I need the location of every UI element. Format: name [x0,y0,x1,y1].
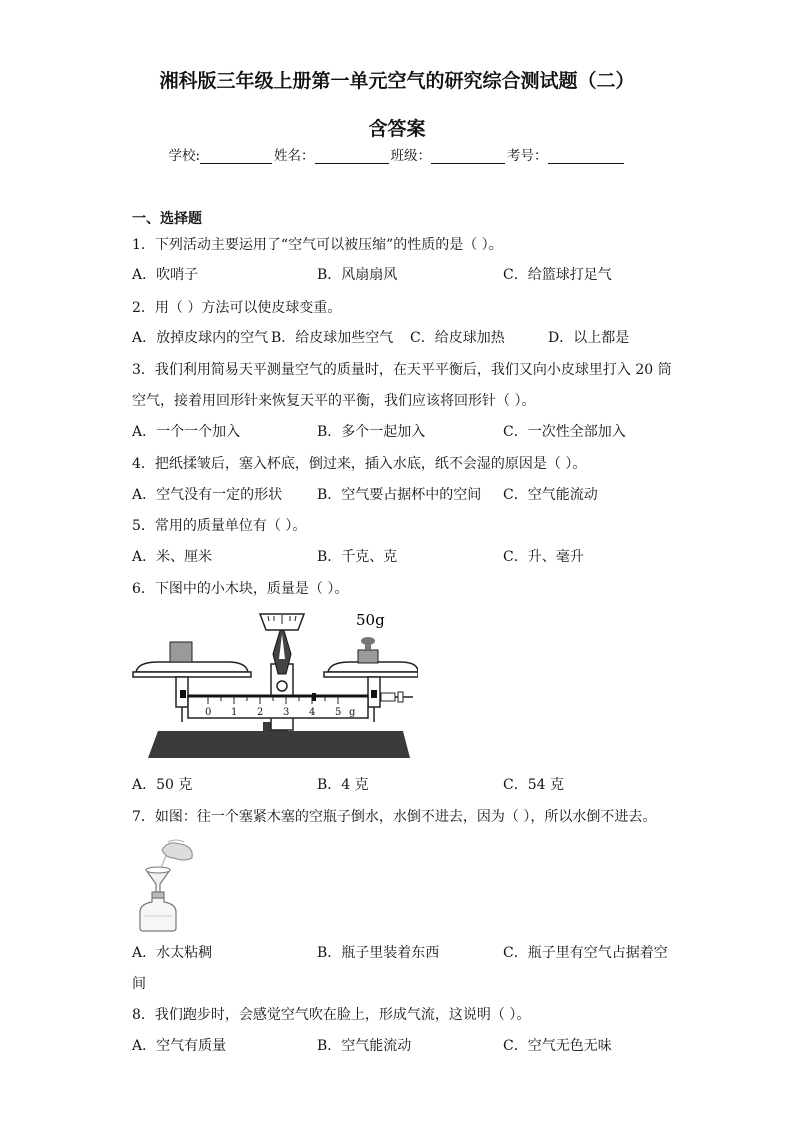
question-2-stem: 2．用（ ）方法可以使皮球变重。 [132,300,342,316]
q2-option-a[interactable]: A．放掉皮球内的空气 [132,330,269,346]
tick-label-1: 1 [231,707,238,718]
class-blank[interactable] [431,149,505,164]
balance-scale-figure [128,604,418,764]
tick-label-4: 4 [309,707,316,718]
q5-option-a[interactable]: A．米、厘米 [132,549,213,565]
q6-option-c[interactable]: C．54 克 [503,777,564,793]
q5-option-c[interactable]: C．升、毫升 [503,549,584,565]
question-1-stem: 1．下列活动主要运用了“空气可以被压缩”的性质的是（ ）。 [132,237,503,253]
q2-option-d[interactable]: D．以上都是 [548,330,630,346]
question-3-stem-cont: 空气，接着用回形针来恢复天平的平衡，我们应该将回形针（ ）。 [132,393,536,409]
school-label: 学校: [168,148,201,164]
q8-option-b[interactable]: B．空气能流动 [317,1038,412,1054]
student-info [0,144,794,164]
question-4-stem: 4．把纸揉皱后，塞入杯底，倒过来，插入水底，纸不会湿的原因是（ ）。 [132,456,587,472]
number-blank[interactable] [548,149,624,164]
q2-option-b[interactable]: B．给皮球加些空气 [271,330,394,346]
class-label: 班级： [390,148,432,164]
question-5-stem: 5．常用的质量单位有（ ）。 [132,518,307,534]
bottle-funnel-figure [132,836,202,932]
question-8-stem: 8．我们跑步时，会感觉空气吹在脸上，形成气流，这说明（ ）。 [132,1007,531,1023]
q3-option-c[interactable]: C．一次性全部加入 [503,424,626,440]
question-7-stem: 7．如图：往一个塞紧木塞的空瓶子倒水，水倒不进去，因为（ ），所以水倒不进去。 [132,809,657,825]
q3-option-a[interactable]: A．一个一个加入 [132,424,241,440]
q7-option-a[interactable]: A．水太粘稠 [132,945,213,961]
section-heading: 一、选择题 [132,211,202,227]
unit-label: g [349,707,356,718]
q6-option-b[interactable]: B．4 克 [317,777,369,793]
tick-label-0: 0 [205,707,212,718]
name-blank[interactable] [315,149,389,164]
q1-option-a[interactable]: A．吹哨子 [132,267,199,283]
q7-option-b[interactable]: B．瓶子里装着东西 [317,945,440,961]
q3-option-b[interactable]: B．多个一起加入 [317,424,426,440]
weight-label: 50g [356,611,385,629]
tick-label-5: 5 [335,707,342,718]
school-blank[interactable] [200,149,272,164]
q1-option-c[interactable]: C．给篮球打足气 [503,267,612,283]
question-3-stem: 3．我们利用简易天平测量空气的质量时，在天平平衡后，我们又向小皮球里打入 20 筒 [132,362,672,378]
q7-option-c[interactable]: C．瓶子里有空气占据着空 [503,945,668,961]
tick-label-3: 3 [283,707,290,718]
q8-option-a[interactable]: A．空气有质量 [132,1038,227,1054]
name-label: 姓名： [274,148,315,164]
q1-option-b[interactable]: B．风扇扇风 [317,267,398,283]
title-line-1: 湘科版三年级上册第一单元空气的研究综合测试题（二） [159,70,635,92]
q4-option-a[interactable]: A．空气没有一定的形状 [132,487,283,503]
title-line-2: 含答案 [368,118,426,140]
tick-label-2: 2 [257,707,264,718]
q4-option-b[interactable]: B．空气要占据杯中的空间 [317,487,482,503]
number-label: 考号： [507,148,548,164]
q7-option-c-wrap: 间 [132,976,146,992]
q5-option-b[interactable]: B．千克、克 [317,549,398,565]
q8-option-c[interactable]: C．空气无色无味 [503,1038,612,1054]
question-6-stem: 6．下图中的小木块，质量是（ ）。 [132,581,349,597]
q4-option-c[interactable]: C．空气能流动 [503,487,598,503]
q6-option-a[interactable]: A．50 克 [132,777,193,793]
q2-option-c[interactable]: C．给皮球加热 [410,330,505,346]
